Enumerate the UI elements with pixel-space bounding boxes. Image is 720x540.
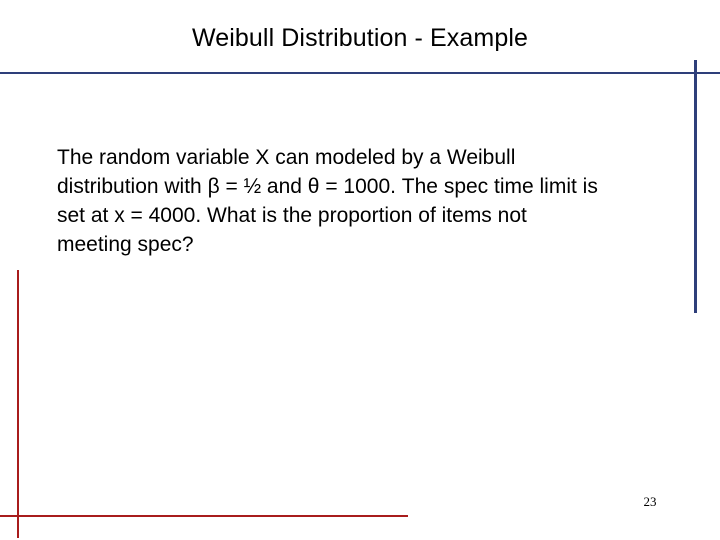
problem-line-1: The random variable X can modeled by a Weibull — [57, 146, 516, 169]
problem-line-3: set at x = 4000. What is the proportion of items not — [57, 204, 527, 227]
slide-title: Weibull Distribution - Example — [192, 24, 528, 52]
top-divider-line — [0, 72, 720, 74]
problem-statement — [57, 143, 687, 259]
bottom-divider-line — [0, 515, 408, 517]
problem-line-4: meeting spec? — [57, 233, 194, 256]
left-vertical-line — [17, 270, 19, 538]
problem-line-2: distribution with β = ½ and θ = 1000. The spec time limit is — [57, 175, 598, 198]
right-vertical-line — [694, 60, 697, 313]
page-number: 23 — [643, 494, 657, 509]
